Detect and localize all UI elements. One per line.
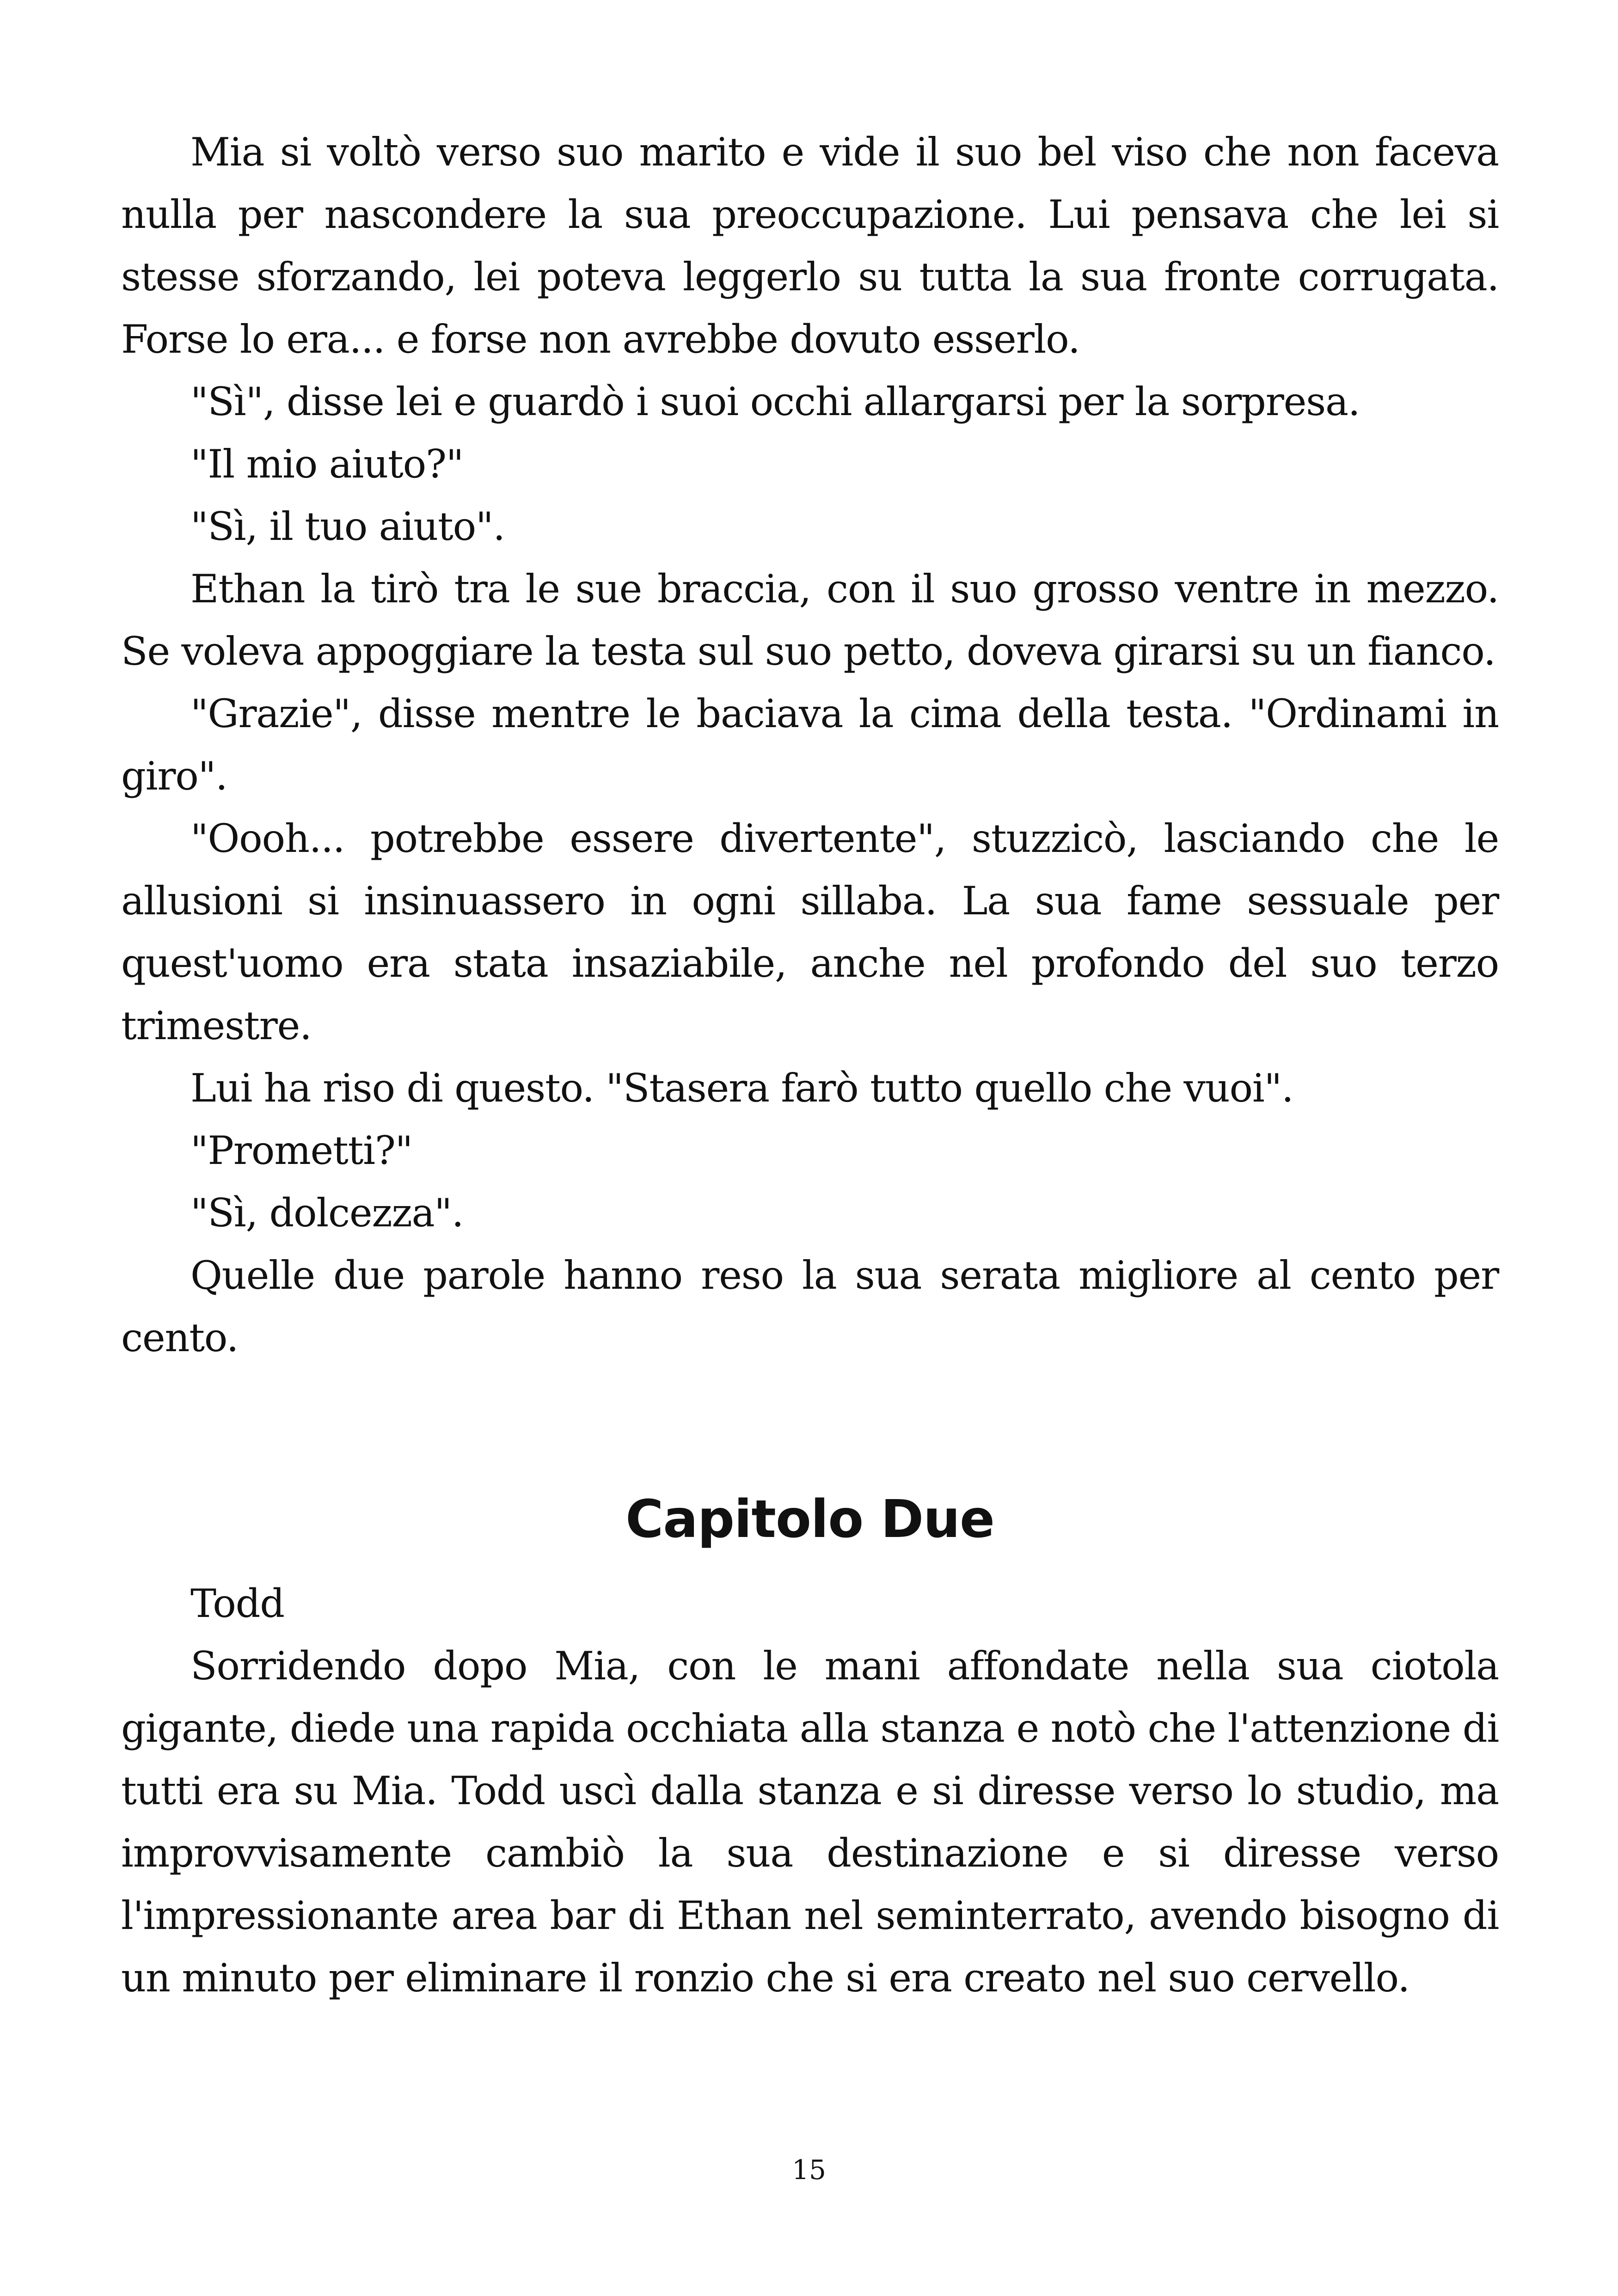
paragraph-oooh: "Oooh... potrebbe essere divertente", stuzzicò, lasciando che le allusioni si insinuassero in ogni sillaba. La sua fame sessuale per quest'uomo era stata insaziabile, anche nel profondo del suo terzo trimestre.	[121, 816, 1499, 1048]
paragraph-todd: Todd	[190, 1581, 284, 1626]
paragraph-si-il-tuo-aiuto: "Sì, il tuo aiuto".	[190, 504, 505, 549]
paragraph-lui-ha-riso: Lui ha riso di questo. "Stasera farò tutto quello che vuoi".	[190, 1065, 1293, 1111]
paragraph-grazie: "Grazie", disse mentre le baciava la cima della testa. "Ordinami in giro".	[121, 691, 1499, 799]
paragraph-il-mio-aiuto: "Il mio aiuto?"	[190, 441, 464, 487]
paragraph-prometti: "Prometti?"	[190, 1128, 413, 1173]
paragraph-ethan-la-tiro: Ethan la tirò tra le sue braccia, con il suo grosso ventre in mezzo. Se voleva appoggiare la testa sul suo petto, doveva girarsi su un fianco.	[121, 566, 1499, 674]
paragraph-quelle-due-parole: Quelle due parole hanno reso la sua serata migliore al cento per cento.	[121, 1253, 1499, 1360]
page-number: 15	[792, 2154, 826, 2186]
paragraph-si-disse-lei: "Sì", disse lei e guardò i suoi occhi allargarsi per la sorpresa.	[190, 379, 1360, 424]
paragraph-sorridendo: Sorridendo dopo Mia, con le mani affondate nella sua ciotola gigante, diede una rapida occhiata alla stanza e notò che l'attenzione di tutti era su Mia. Todd uscì dalla stanza e si diresse verso lo studio, ma improvvisamente cambiò la sua destinazione e si diresse verso l'impressionante area bar di Ethan nel seminterrato, avendo bisogno di un minuto per eliminare il ronzio che si era creato nel suo cervello.	[121, 1643, 1499, 2001]
paragraph-mia-turns: Mia si voltò verso suo marito e vide il suo bel viso che non faceva nulla per nascondere la sua preoccupazione. Lui pensava che lei si stesse sforzando, lei poteva leggerlo su tutta la sua fronte corrugata. Forse lo era... e forse non avrebbe dovuto esserlo.	[121, 129, 1499, 362]
paragraph-si-dolcezza: "Sì, dolcezza".	[190, 1190, 464, 1236]
chapter-title: Capitolo Due	[625, 1489, 994, 1549]
book-page	[121, 121, 1499, 2009]
